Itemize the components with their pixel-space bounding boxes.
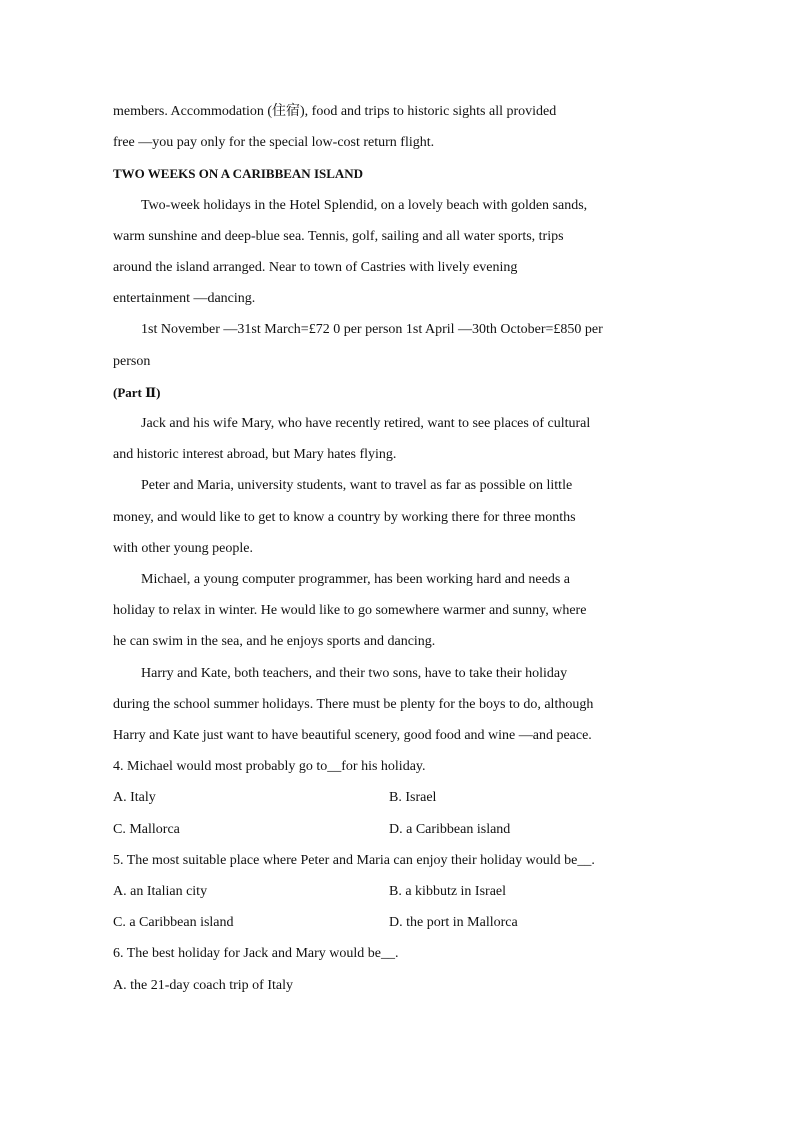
section-heading-caribbean: TWO WEEKS ON A CARIBBEAN ISLAND	[113, 166, 364, 182]
option-a: A. an Italian city	[113, 884, 208, 900]
intro-line-1: members. Accommodation (住宿), food and trips to historic sights all provided	[113, 104, 557, 119]
paragraph-jack-mary	[113, 408, 673, 470]
option-a: A. Italy	[113, 790, 156, 806]
caribbean-prices	[113, 314, 673, 376]
question-5	[113, 845, 673, 939]
text-line: Harry and Kate, both teachers, and their two sons, have to take their holiday	[141, 665, 568, 681]
text-line: Michael, a young computer programmer, has been working hard and needs a	[141, 572, 571, 588]
text-line: person	[113, 353, 151, 369]
question-stem: 5. The most suitable place where Peter and Maria can enjoy their holiday would be__.	[113, 852, 595, 868]
question-stem: 4. Michael would most probably go to__for his holiday.	[113, 759, 426, 775]
option-row	[113, 876, 673, 907]
option-a: A. the 21-day coach trip of Italy	[113, 977, 293, 993]
intro-line-2: free —you pay only for the special low-cost return flight.	[113, 135, 435, 151]
text-line: around the island arranged. Near to town of Castries with lively evening	[113, 260, 518, 276]
document-body	[113, 96, 673, 1001]
option-d: D. a Caribbean island	[389, 821, 511, 837]
caribbean-paragraph-1	[113, 190, 673, 315]
text-line: entertainment —dancing.	[113, 291, 256, 307]
option-d: D. the port in Mallorca	[389, 915, 518, 931]
paragraph-michael	[113, 564, 673, 658]
question-4	[113, 751, 673, 845]
text-line: 1st November —31st March=£72 0 per person 1st April —30th October=£850 per	[141, 322, 603, 338]
option-c: C. Mallorca	[113, 821, 180, 837]
text-line: Two-week holidays in the Hotel Splendid, on a lovely beach with golden sands,	[141, 197, 588, 213]
text-line: warm sunshine and deep-blue sea. Tennis, golf, sailing and all water sports, trips	[113, 228, 564, 244]
text-line: money, and would like to get to know a country by working there for three months	[113, 509, 576, 525]
question-stem: 6. The best holiday for Jack and Mary would be__.	[113, 946, 399, 962]
text-line: Harry and Kate just want to have beautiful scenery, good food and wine —and peace.	[113, 728, 592, 744]
text-line: holiday to relax in winter. He would like to go somewhere warmer and sunny, where	[113, 603, 587, 619]
option-b: B. a kibbutz in Israel	[389, 884, 507, 900]
option-row	[113, 907, 673, 938]
text-line: he can swim in the sea, and he enjoys sports and dancing.	[113, 634, 436, 650]
text-line: with other young people.	[113, 540, 253, 556]
option-row	[113, 782, 673, 813]
option-row	[113, 814, 673, 845]
paragraph-peter-maria	[113, 470, 673, 564]
question-6	[113, 938, 673, 1000]
option-c: C. a Caribbean island	[113, 915, 234, 931]
text-line: Peter and Maria, university students, want to travel as far as possible on little	[141, 478, 573, 494]
paragraph-harry-kate	[113, 658, 673, 752]
part-2-heading: (Part Ⅱ)	[113, 384, 161, 400]
option-b: B. Israel	[389, 790, 437, 806]
text-line: Jack and his wife Mary, who have recently retired, want to see places of cultural	[141, 416, 591, 432]
text-line: and historic interest abroad, but Mary hates flying.	[113, 447, 397, 463]
text-line: during the school summer holidays. There must be plenty for the boys to do, although	[113, 696, 594, 712]
